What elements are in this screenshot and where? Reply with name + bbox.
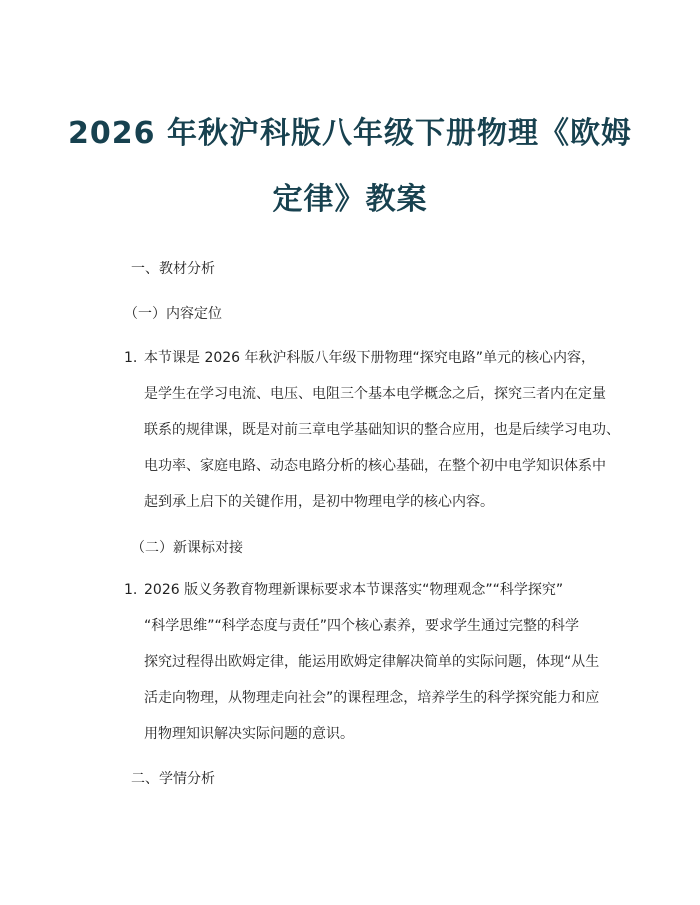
list-item-number: 1. xyxy=(124,582,138,598)
subheading-curriculum-standards: （二）新课标对接 xyxy=(131,540,243,556)
paragraph-line: 活走向物理，从物理走向社会”的课程理念，培养学生的科学探究能力和应 xyxy=(144,690,600,706)
paragraph-line: 联系的规律课，既是对前三章电学基础知识的整合应用，也是后续学习电功、 xyxy=(144,422,620,438)
paragraph-line: 是学生在学习电流、电压、电阻三个基本电学概念之后，探究三者内在定量 xyxy=(144,386,606,402)
paragraph-line: 用物理知识解决实际问题的意识。 xyxy=(144,726,354,742)
section-heading-student-analysis: 二、学情分析 xyxy=(131,771,215,787)
paragraph-line: “科学思维”“科学态度与责任”四个核心素养，要求学生通过完整的科学 xyxy=(144,618,580,634)
paragraph-line: 探究过程得出欧姆定律，能运用欧姆定律解决简单的实际问题，体现“从生 xyxy=(144,654,600,670)
list-item-curriculum-standards xyxy=(124,572,644,752)
list-item-number: 1. xyxy=(124,350,138,366)
paragraph-line: 2026 版义务教育物理新课标要求本节课落实“物理观念”“科学探究” xyxy=(144,582,564,598)
subheading-content-positioning: （一）内容定位 xyxy=(124,306,222,322)
paragraph-line: 电功率、家庭电路、动态电路分析的核心基础，在整个初中电学知识体系中 xyxy=(144,458,606,474)
document-title-line-2: 定律》教案 xyxy=(272,182,428,217)
paragraph-line: 本节课是 2026 年秋沪科版八年级下册物理“探究电路”单元的核心内容， xyxy=(144,350,596,366)
list-item-content-positioning xyxy=(124,340,644,520)
section-heading-materials-analysis: 一、教材分析 xyxy=(131,261,215,277)
paragraph-line: 起到承上启下的关键作用，是初中物理电学的核心内容。 xyxy=(144,494,494,510)
document-title-line-1: 2026 年秋沪科版八年级下册物理《欧姆 xyxy=(68,116,632,151)
